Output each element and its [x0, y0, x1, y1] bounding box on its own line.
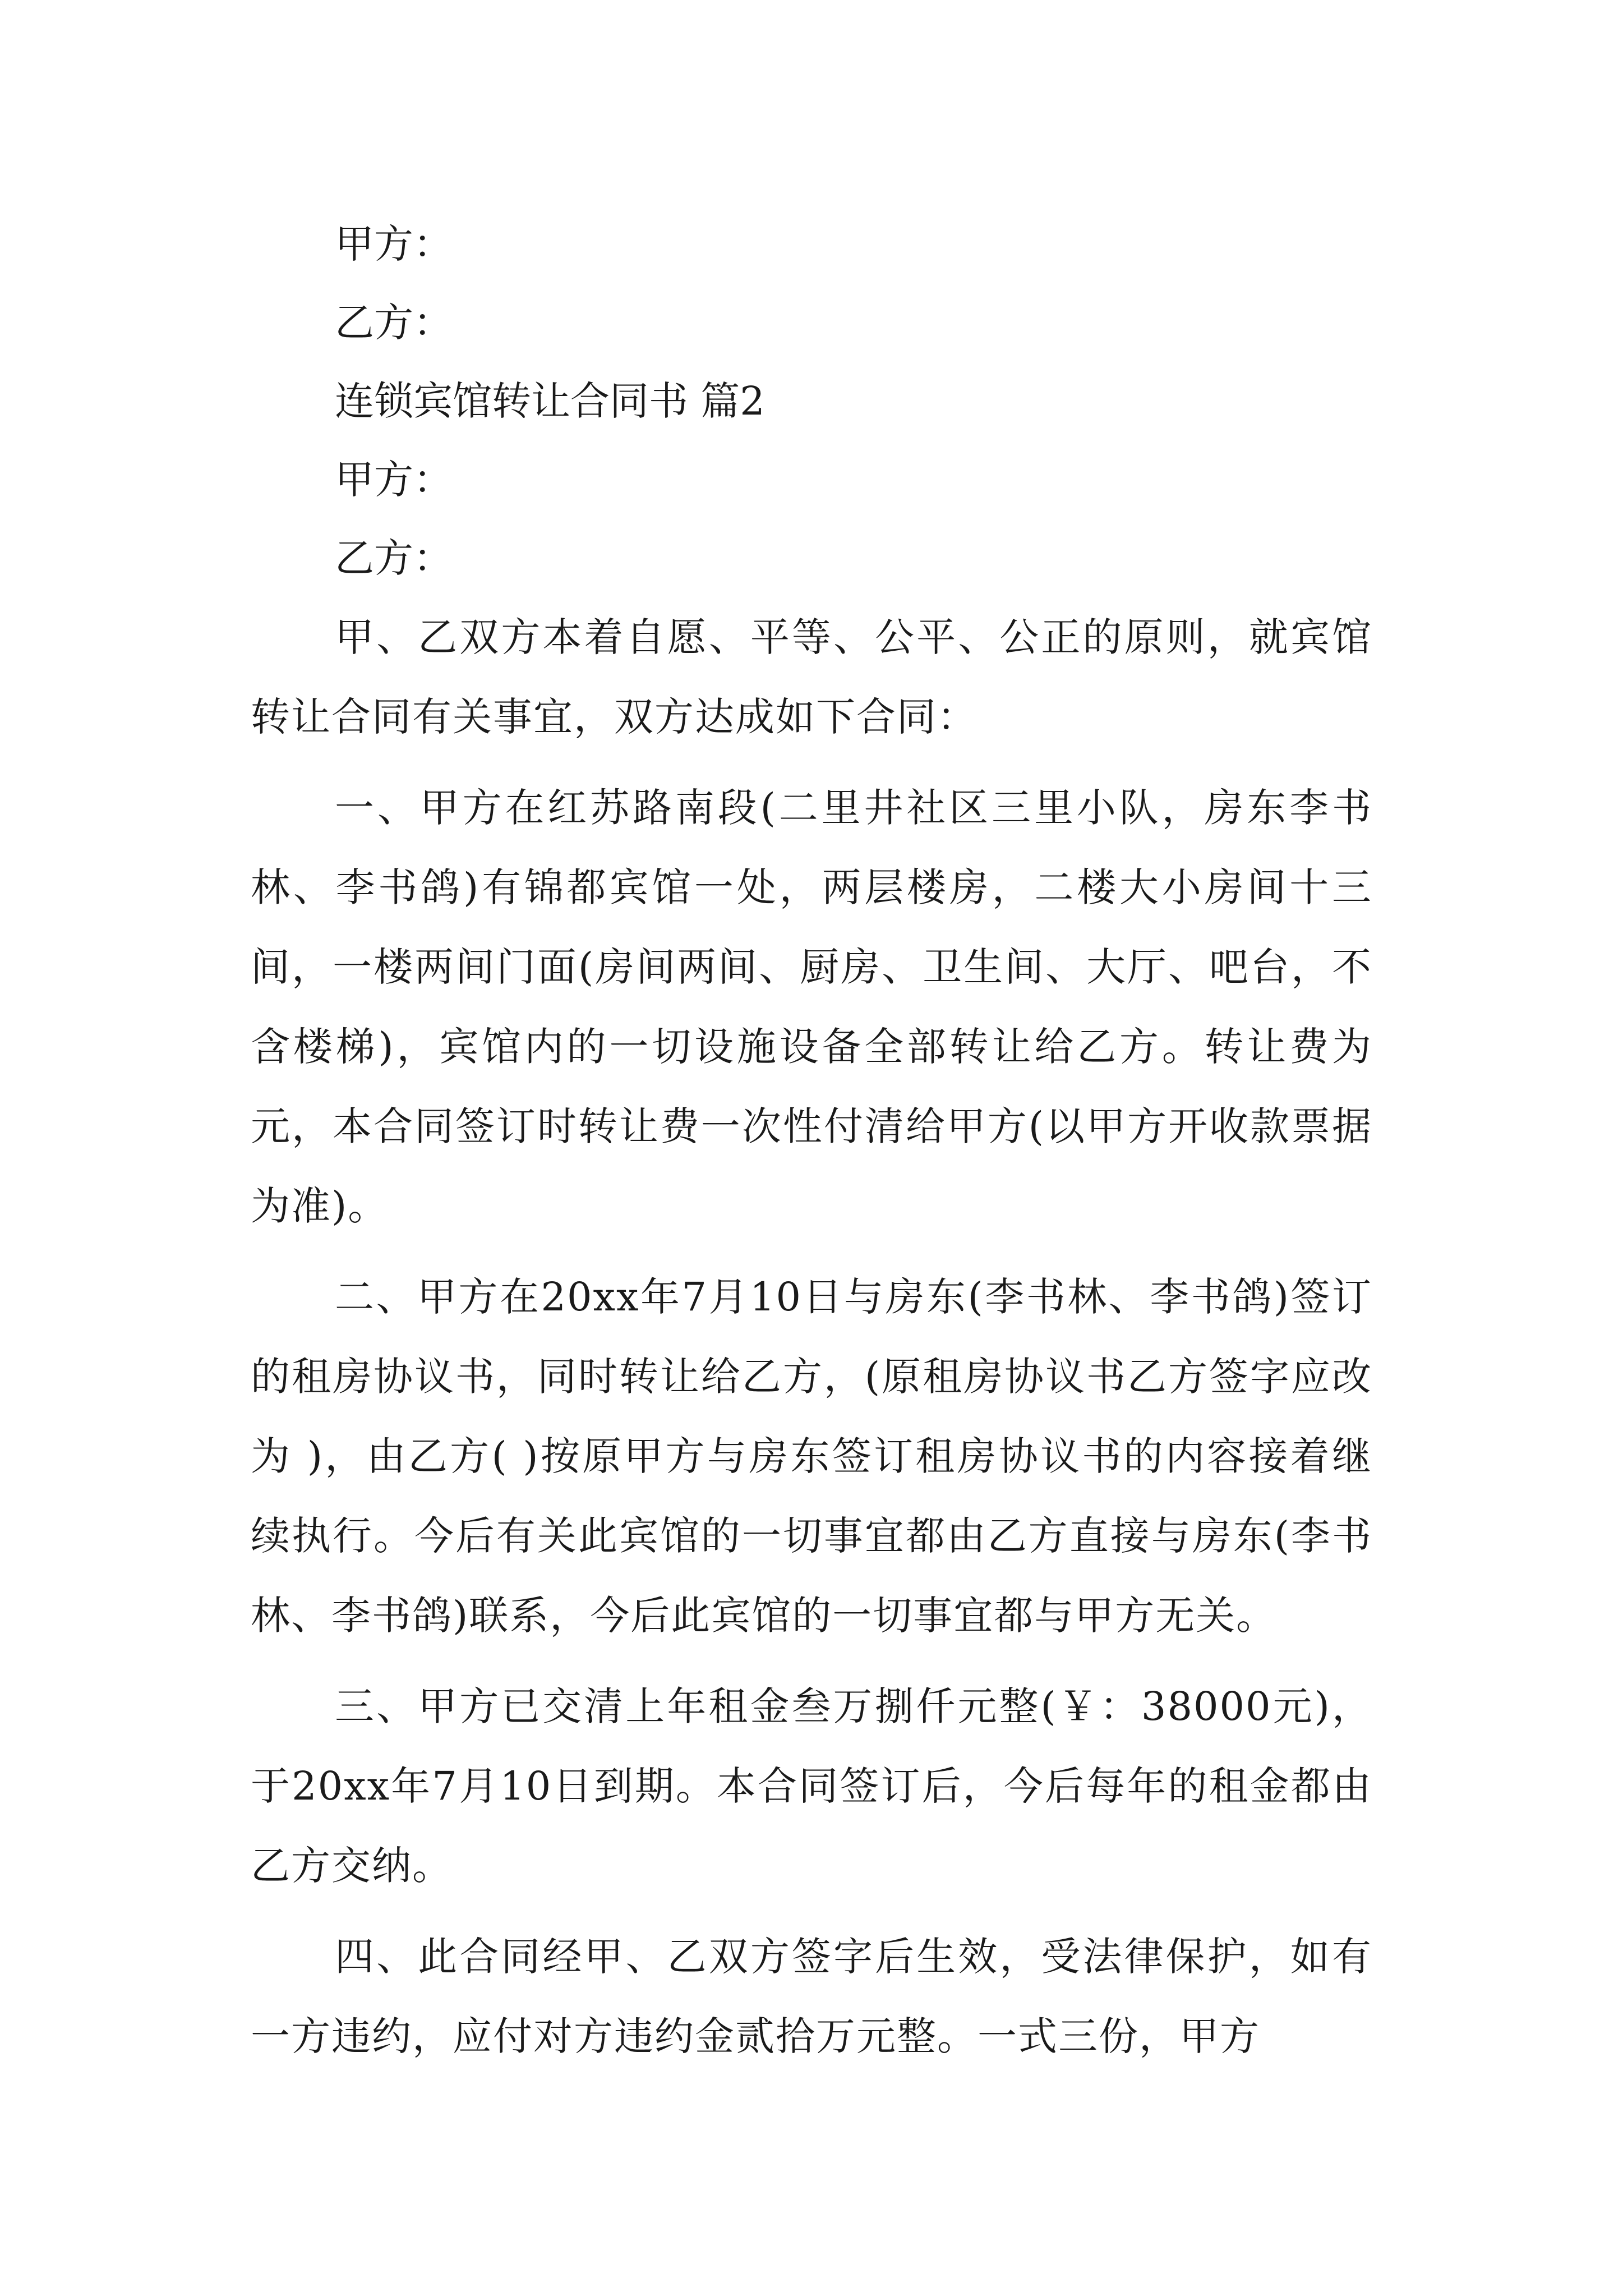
- party-a-line: 甲方：: [335, 457, 453, 503]
- party-a-line: 甲方：: [335, 221, 453, 267]
- clause-3-paragraph: 三、甲方已交清上年租金叁万捌仟元整(￥：38000元)，于20xx年7月10日到期。本合同签订后，今后每年的租金都由乙方交纳。: [251, 1683, 1372, 1889]
- party-b-line: 乙方：: [335, 535, 453, 581]
- section-title: 连锁宾馆转让合同书 篇2: [335, 378, 765, 424]
- party-b-line: 乙方：: [335, 300, 453, 346]
- clause-4-paragraph: 四、此合同经甲、乙双方签字后生效，受法律保护，如有一方违约，应付对方违约金贰拾万元整。一式三份，甲方: [251, 1934, 1372, 2059]
- clause-2-paragraph: 二、甲方在20xx年7月10日与房东(李书林、李书鸽)签订的租房协议书，同时转让给乙方，(原租房协议书乙方签字应改为 )，由乙方( )按原甲方与房东签订租房协议书的内容接着继续执行。今后有关此宾馆的一切事宜都由乙方直接与房东(李书林、李书鸽)联系，今后此宾馆的一切事宜都与甲方无关。: [251, 1274, 1372, 1639]
- intro-paragraph: 甲、乙双方本着自愿、平等、公平、公正的原则，就宾馆转让合同有关事宜，双方达成如下合同：: [251, 614, 1372, 740]
- clause-1-paragraph: 一、甲方在红苏路南段(二里井社区三里小队，房东李书林、李书鸽)有锦都宾馆一处，两层楼房，二楼大小房间十三间，一楼两间门面(房间两间、厨房、卫生间、大厅、吧台，不含楼梯)，宾馆内的一切设施设备全部转让给乙方。转让费为 元，本合同签订时转让费一次性付清给甲方(以甲方开收款票据为准)。: [251, 785, 1372, 1229]
- document-body: [251, 205, 1372, 2076]
